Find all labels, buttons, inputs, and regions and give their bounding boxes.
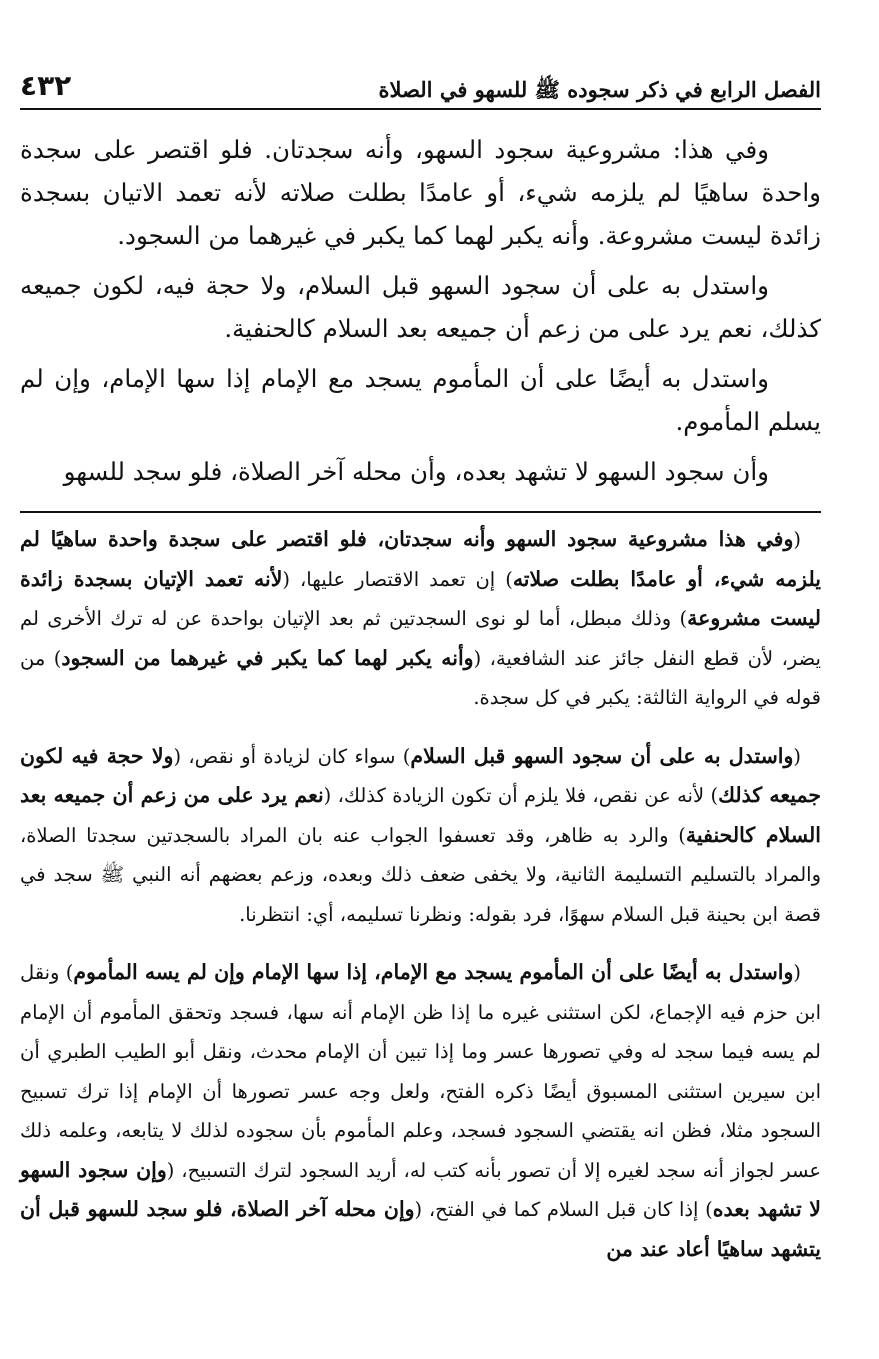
main-paragraph: واستدل به على أن سجود السهو قبل السلام، ولا حجة فيه، لكون جميعه كذلك، نعم يرد على من زعم أن جميعه بعد السلام كالحنفية. [20, 271, 821, 343]
commentary-paragraph [20, 953, 821, 1269]
quoted-matn-text: نعم يرد على من زعم أن جميعه بعد السلام كالحنفية [20, 783, 822, 847]
commentary-text: ) إن تعمد الاقتصار عليها، ( [282, 567, 513, 591]
page-number: ٤٣٢ [20, 69, 72, 102]
quoted-matn-text: وإن محله آخر الصلاة، فلو سجد للسهو قبل أن يتشهد ساهيًا أعاد عند من [20, 1197, 821, 1261]
commentary-text: ( [793, 744, 802, 768]
commentary-text: ) إذا كان قبل السلام كما في الفتح، ( [414, 1198, 713, 1221]
quoted-matn-text: واستدل به أيضًا على أن المأموم يسجد مع الإمام، إذا سها الإمام وإن لم يسه المأموم [73, 960, 794, 984]
quoted-matn-text: لأنه تعمد الإتيان بسجدة زائدة ليست مشروعة [20, 566, 821, 630]
commentary-text: ) والرد به ظاهر، وقد تعسفوا الجواب عنه بان المراد بالسجدتين سجدتا الصلاة، والمراد بالتسليم التسليمة الثانية، ولا يخفى ضعف ذلك وبعده، وزعم بعضهم أنه النبي ﷺ سجد في قصة ابن بحينة قبل السلام سهوًا، فرد بقوله: ونظرنا تسليمه، أي: انتظرنا. [20, 823, 821, 926]
running-title: الفصل الرابع في ذكر سجوده ﷺ للسهو في الصلاة [378, 77, 821, 102]
footnote-divider [20, 511, 821, 513]
commentary-paragraph [20, 737, 821, 935]
page-header [20, 62, 821, 110]
quoted-matn-text: وفي هذا مشروعية سجود السهو وأنه سجدتان، فلو اقتصر على سجدة واحدة ساهيًا لم يلزمه شيء، أو عامدًا بطلت صلاته [20, 527, 821, 591]
commentary [20, 520, 821, 1269]
commentary-text: ( [793, 528, 801, 551]
main-paragraph: وأن سجود السهو لا تشهد بعده، وأن محله آخر الصلاة، فلو سجد للسهو [63, 457, 769, 486]
quoted-matn-text: وإن سجود السهو لا تشهد بعده [20, 1157, 821, 1221]
commentary-text: ) لأنه عن نقص، فلا يلزم أن تكون الزيادة كذلك، ( [323, 784, 719, 807]
quoted-matn-text: وأنه يكبر لهما كما يكبر في غيرهما من السجود [61, 645, 474, 670]
quoted-matn-text: واستدل به على أن سجود السهو قبل السلام [410, 743, 794, 768]
commentary-paragraph [20, 520, 821, 718]
commentary-text: ( [793, 961, 801, 984]
commentary-text: ) وذلك مبطل، أما لو نوى السجدتين ثم بعد الإتيان بواحدة عن له ترك الأخرى لم يضر، لأن قطع النفل جائز عند الشافعية، ( [20, 607, 821, 670]
main-paragraph: واستدل به أيضًا على أن المأموم يسجد مع الإمام إذا سها الإمام، وإن لم يسلم المأموم. [20, 364, 821, 436]
main-paragraph: وفي هذا: مشروعية سجود السهو، وأنه سجدتان. فلو اقتصر على سجدة واحدة ساهيًا لم يلزمه شيء، أو عامدًا بطلت صلاته لأنه تعمد الاتيان بسجدة زائدة ليست مشروعة. وأنه يكبر لهما كما يكبر في غيرهما من السجود. [20, 135, 821, 250]
commentary-text: ) سواء كان لزيادة أو نقص، ( [173, 744, 411, 768]
commentary-text: ) ونقل ابن حزم فيه الإجماع، لكن استثنى غيره ما إذا ظن الإمام أنه سها، فسجد وتحقق المأموم أن الإمام لم يسه فيما سجد له وفي تصورها عسر وما إذا تبين أن الإمام محدث، ونقل أبو الطيب الطبري أن ابن سيرين استثنى المسبوق أيضًا ذكره الفتح، ولعل وجه عسر تصورها أن الإمام إذا ترك تسبيح السجود مثلا، فظن انه يقتضي السجود فسجد، وعلم المأموم بأن سجوده لذلك لا يتابعه، وعلمه ذلك عسر لجواز أنه سجد لغيره إلا أن تصور بأنه كتب له، أريد السجود لترك التسبيح، ( [20, 961, 822, 1182]
main-text [20, 128, 821, 500]
quoted-matn-text: ولا حجة فيه لكون جميعه كذلك [20, 743, 821, 807]
commentary-text: ) من قوله في الرواية الثالثة: يكبر في كل سجدة. [20, 646, 821, 709]
